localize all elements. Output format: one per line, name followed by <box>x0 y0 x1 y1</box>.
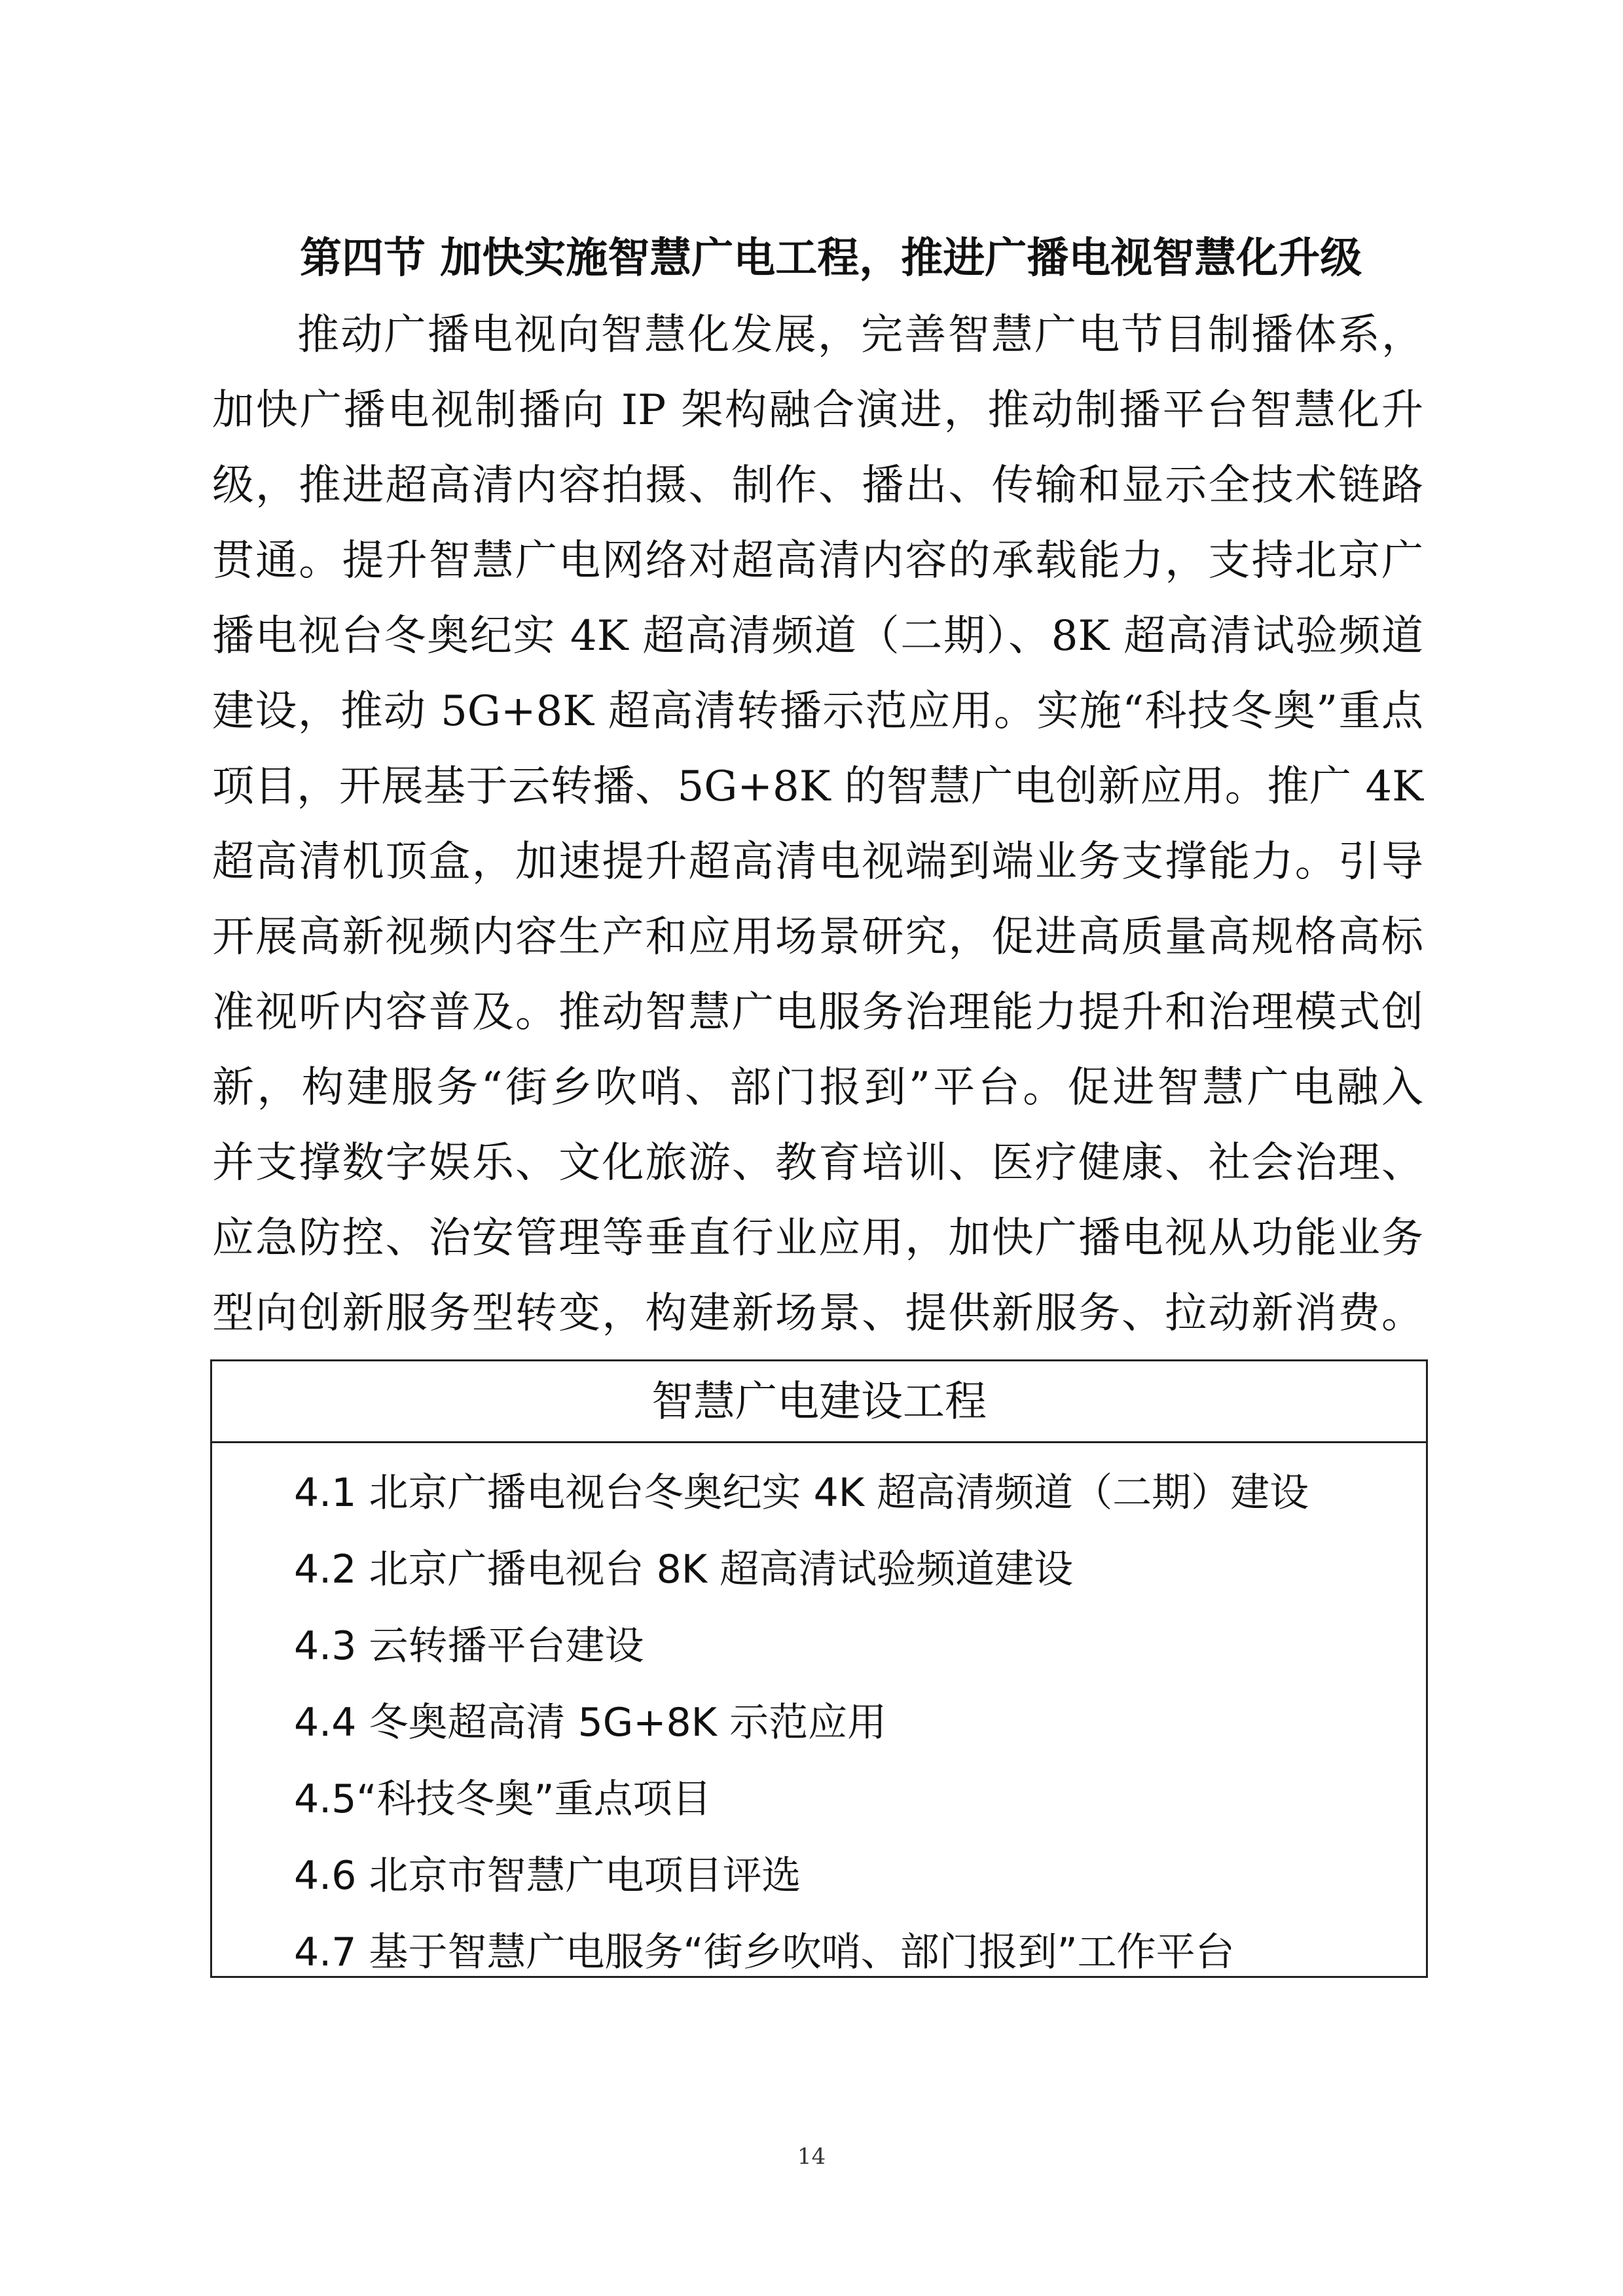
body-line: 超高清机顶盒，加速提升超高清电视端到端业务支撑能力。引导 <box>212 838 1423 886</box>
body-line: 推动广播电视向智慧化发展，完善智慧广电节目制播体系， <box>297 311 1423 359</box>
page-number: 14 <box>797 2144 826 2170</box>
body-line: 播电视台冬奥纪实 4K 超高清频道（二期）、8K 超高清试验频道 <box>212 612 1423 660</box>
body-line: 建设，推动 5G+8K 超高清转播示范应用。实施“科技冬奥”重点 <box>212 687 1423 736</box>
body-line: 型向创新服务型转变，构建新场景、提供新服务、拉动新消费。 <box>212 1289 1423 1338</box>
body-line: 级，推进超高清内容拍摄、制作、播出、传输和显示全技术链路 <box>212 461 1423 510</box>
body-line: 准视听内容普及。推动智慧广电服务治理能力提升和治理模式创 <box>212 988 1423 1037</box>
project-box-title: 智慧广电建设工程 <box>212 1361 1426 1443</box>
section-heading: 第四节 加快实施智慧广电工程，推进广播电视智慧化升级 <box>300 234 1362 283</box>
body-line: 新，构建服务“街乡吹哨、部门报到”平台。促进智慧广电融入 <box>212 1064 1423 1112</box>
body-line: 应急防控、治安管理等垂直行业应用，加快广播电视从功能业务 <box>212 1214 1423 1263</box>
project-item: 4.4 冬奥超高清 5G+8K 示范应用 <box>294 1700 887 1746</box>
body-line: 贯通。提升智慧广电网络对超高清内容的承载能力，支持北京广 <box>212 537 1423 585</box>
body-paragraph <box>212 298 1423 1352</box>
body-line: 开展高新视频内容生产和应用场景研究，促进高质量高规格高标 <box>212 913 1423 961</box>
project-list <box>212 1443 1426 1991</box>
body-line: 加快广播电视制播向 IP 架构融合演进，推动制播平台智慧化升 <box>212 386 1423 435</box>
project-item: 4.6 北京市智慧广电项目评选 <box>294 1853 801 1899</box>
project-item: 4.1 北京广播电视台冬奥纪实 4K 超高清频道（二期）建设 <box>294 1470 1309 1516</box>
project-item: 4.7 基于智慧广电服务“街乡吹哨、部门报到”工作平台 <box>294 1929 1235 1975</box>
project-box <box>210 1359 1428 1978</box>
project-item: 4.5“科技冬奥”重点项目 <box>294 1776 712 1822</box>
project-item: 4.2 北京广播电视台 8K 超高清试验频道建设 <box>294 1547 1074 1592</box>
project-item: 4.3 云转播平台建设 <box>294 1623 644 1669</box>
body-line: 并支撑数字娱乐、文化旅游、教育培训、医疗健康、社会治理、 <box>212 1139 1423 1187</box>
body-line: 项目，开展基于云转播、5G+8K 的智慧广电创新应用。推广 4K <box>212 762 1423 811</box>
